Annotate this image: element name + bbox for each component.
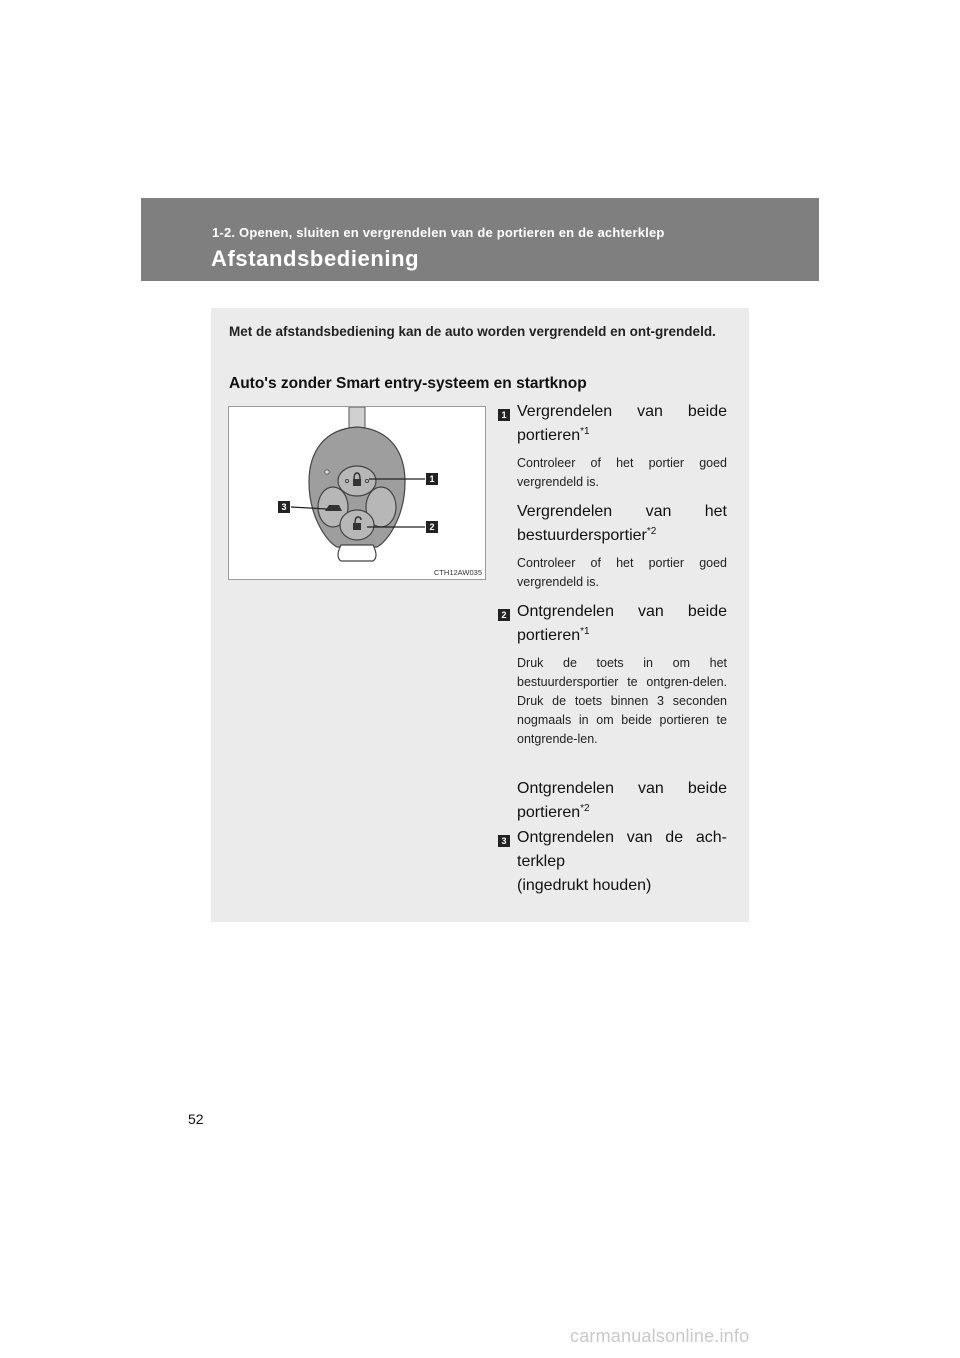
item-title-unlock-all-2 xyxy=(517,777,727,825)
footnote-marker: *2 xyxy=(646,526,657,537)
item-subtitle-hold: (ingedrukt houden) xyxy=(517,877,652,894)
intro-text: Met de afstandsbediening kan de auto worden vergrendeld en ont-grendeld. xyxy=(229,324,716,339)
figure-code: CTH12AW035 xyxy=(433,568,482,577)
item-note-lock-driver: Controleer of het portier goed vergrendeld is. xyxy=(517,556,727,589)
subheading: Auto's zonder Smart entry-systeem en startknop xyxy=(229,375,587,392)
footnote-marker: *1 xyxy=(580,626,590,637)
footnote-marker: *2 xyxy=(580,803,590,814)
content-panel xyxy=(211,308,749,922)
item-badge-2: 2 xyxy=(498,609,510,621)
footnote-marker: *1 xyxy=(580,426,590,437)
item-title-line: Vergrendelen van beide xyxy=(517,403,727,420)
remote-key-figure xyxy=(228,406,486,580)
section-label: 1-2. Openen, sluiten en vergrendelen van de portieren en de achterklep xyxy=(212,225,665,240)
figure-callout-2: 2 xyxy=(426,521,438,533)
item-badge-1: 1 xyxy=(498,409,510,421)
item-note-lock-all: Controleer of het portier goed vergrendeld is. xyxy=(517,456,727,489)
item-title-lock-all xyxy=(517,400,727,448)
item-title-line: Ontgrendelen van de ach- xyxy=(517,829,727,846)
item-title-line: terklep xyxy=(517,853,566,870)
page-title: Afstandsbediening xyxy=(211,246,420,271)
item-note-unlock-all: Druk de toets in om het bestuurdersportier te ontgren-delen. Druk de toets binnen 3 seconden nogmaals in om beide portieren te ontgrende-len. xyxy=(517,656,727,746)
item-title-unlock-trunk xyxy=(517,826,727,874)
remote-key-illustration xyxy=(229,407,485,579)
chapter-header xyxy=(141,198,819,281)
item-title-line: portieren xyxy=(517,804,581,821)
item-title-line: portieren xyxy=(517,427,581,444)
item-title-unlock-all xyxy=(517,600,727,648)
item-title-line: bestuurdersportier xyxy=(517,527,647,544)
footer-watermark-url: carmanualsonline.info xyxy=(570,1326,750,1346)
item-title-lock-driver xyxy=(517,500,727,548)
figure-callout-3: 3 xyxy=(278,501,290,513)
page-number: 52 xyxy=(188,1111,204,1127)
item-title-line: Vergrendelen van het xyxy=(517,503,727,520)
item-title-line: Ontgrendelen van beide xyxy=(517,603,727,620)
figure-callout-1: 1 xyxy=(426,473,438,485)
item-title-line: portieren xyxy=(517,627,581,644)
item-title-line: Ontgrendelen van beide xyxy=(517,780,727,797)
item-badge-3: 3 xyxy=(498,835,510,847)
